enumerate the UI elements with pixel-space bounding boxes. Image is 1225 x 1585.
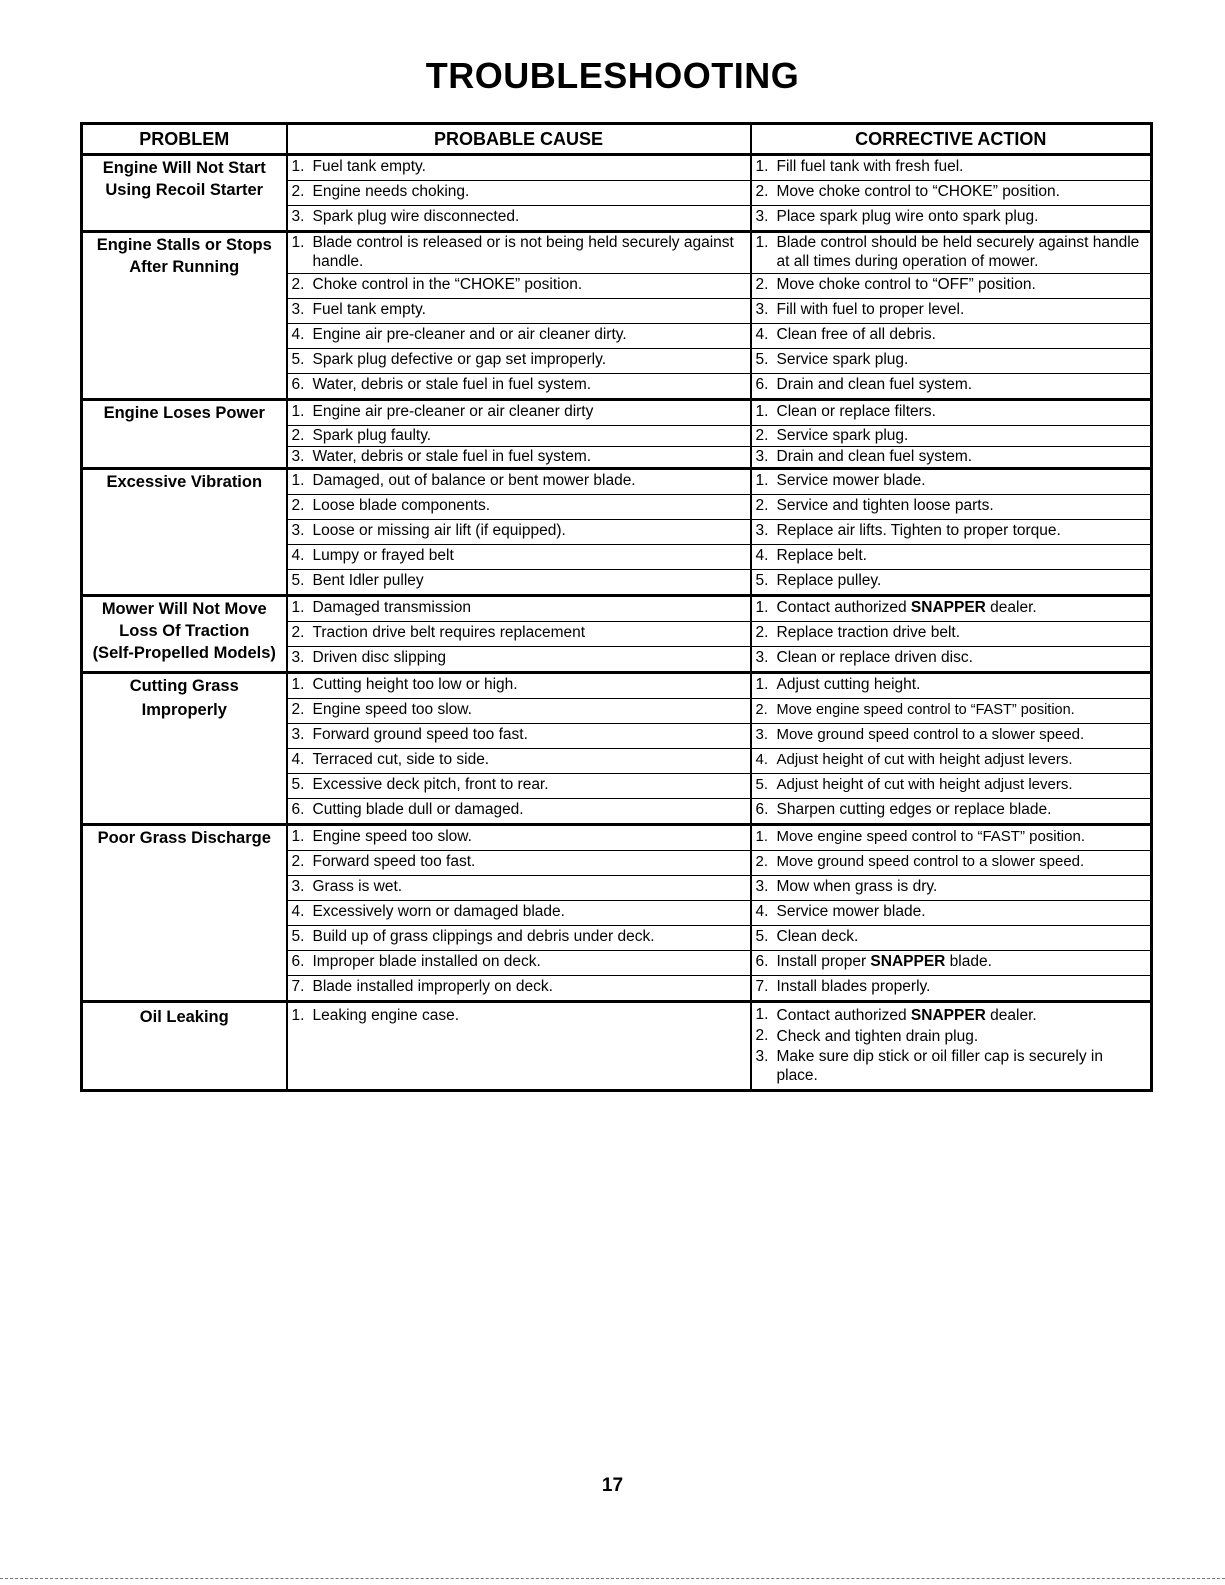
cause-text: Damaged transmission — [312, 599, 472, 616]
cause-cell — [287, 699, 751, 724]
problem-text: (Self-Propelled Models) — [92, 644, 276, 662]
table-row — [82, 155, 1152, 181]
action-number: 1. — [755, 828, 769, 845]
cause-number: 5. — [291, 351, 305, 368]
action-cell — [751, 274, 1152, 299]
cause-cell — [287, 545, 751, 570]
action-cell — [751, 622, 1152, 647]
problem-cell — [82, 400, 287, 469]
action-text: Adjust cutting height. — [776, 676, 921, 693]
action-cell — [751, 876, 1152, 901]
cause-cell — [287, 724, 751, 749]
cause-cell — [287, 901, 751, 926]
action-text: Service spark plug. — [776, 427, 909, 444]
action-cell — [751, 647, 1152, 673]
cause-number: 2. — [291, 624, 305, 641]
action-number: 2. — [755, 853, 769, 870]
cause-number: 1. — [291, 403, 305, 420]
action-number: 6. — [755, 953, 769, 970]
action-header: CORRECTIVE ACTION — [751, 124, 1152, 155]
action-text: Make sure dip stick or oil filler cap is securely in place. — [776, 1048, 1103, 1084]
action-text: Clean or replace filters. — [776, 403, 936, 420]
cause-cell — [287, 673, 751, 699]
action-cell — [751, 901, 1152, 926]
action-text: Replace air lifts. Tighten to proper torque. — [776, 522, 1061, 539]
cause-text: Blade control is released or is not being held securely against handle. — [312, 234, 734, 270]
cause-cell — [287, 1002, 751, 1091]
action-number: 7. — [755, 978, 769, 995]
action-text: Clean deck. — [776, 928, 859, 945]
action-text: Fill fuel tank with fresh fuel. — [776, 158, 964, 175]
action-number: 4. — [755, 326, 769, 343]
action-number: 3. — [755, 522, 769, 539]
action-text-part: Install proper — [776, 953, 871, 970]
action-item — [756, 1026, 1151, 1047]
action-cell — [751, 155, 1152, 181]
cause-text: Spark plug defective or gap set improperly. — [312, 351, 607, 368]
action-cell — [751, 349, 1152, 374]
action-text: Move choke control to “CHOKE” position. — [776, 183, 1060, 200]
cause-cell — [287, 749, 751, 774]
action-text-part: Contact authorized — [776, 599, 911, 616]
action-number: 3. — [755, 1048, 769, 1065]
problem-cell — [82, 596, 287, 673]
cause-number: 1. — [291, 158, 305, 175]
action-text: Adjust height of cut with height adjust levers. — [776, 751, 1073, 768]
cause-cell — [287, 596, 751, 622]
action-cell — [751, 520, 1152, 545]
action-cell — [751, 469, 1152, 495]
action-number: 1. — [755, 1006, 769, 1023]
action-number: 1. — [755, 676, 769, 693]
action-cell — [751, 699, 1152, 724]
action-text: Replace pulley. — [776, 572, 882, 589]
cause-text: Fuel tank empty. — [312, 158, 426, 175]
action-number: 6. — [755, 376, 769, 393]
cause-cell — [287, 799, 751, 825]
cause-number: 2. — [291, 427, 305, 444]
cause-text: Engine air pre-cleaner or air cleaner dirty — [312, 403, 594, 420]
cause-text: Spark plug wire disconnected. — [312, 208, 520, 225]
cause-cell — [287, 426, 751, 447]
action-cell — [751, 495, 1152, 520]
cause-cell — [287, 447, 751, 469]
cause-number: 3. — [291, 649, 305, 666]
problem-cell — [82, 673, 287, 825]
action-number: 2. — [755, 1027, 769, 1044]
cause-cell — [287, 469, 751, 495]
action-cell — [751, 749, 1152, 774]
cause-number: 3. — [291, 522, 305, 539]
cause-number: 1. — [291, 676, 305, 693]
problem-group-engine-loses-power — [82, 400, 1152, 469]
cause-text: Loose blade components. — [312, 497, 491, 514]
action-number: 5. — [755, 928, 769, 945]
action-cell — [751, 426, 1152, 447]
action-text: Replace traction drive belt. — [776, 624, 961, 641]
cause-number: 4. — [291, 751, 305, 768]
cause-number: 3. — [291, 301, 305, 318]
action-number: 3. — [755, 649, 769, 666]
problem-group-engine-stalls — [82, 232, 1152, 400]
brand-name: SNAPPER — [910, 599, 986, 616]
action-text: Check and tighten drain plug. — [776, 1028, 979, 1045]
action-text-part: blade. — [945, 953, 992, 970]
problem-group-poor-grass-discharge — [82, 825, 1152, 1002]
action-number: 2. — [755, 624, 769, 641]
action-number: 5. — [755, 776, 769, 793]
action-cell — [751, 825, 1152, 851]
problem-text: Excessive Vibration — [106, 473, 263, 491]
problem-text: Loss Of Traction — [119, 622, 250, 640]
page-number: 17 — [601, 1475, 624, 1496]
action-text-part: Contact authorized — [776, 1007, 911, 1024]
cause-number: 5. — [291, 572, 305, 589]
cause-number: 6. — [291, 953, 305, 970]
problem-cell — [82, 1002, 287, 1091]
troubleshooting-table — [80, 122, 1153, 1092]
cause-cell — [287, 232, 751, 274]
action-text — [777, 597, 1151, 619]
cause-number: 4. — [291, 903, 305, 920]
cause-cell — [287, 349, 751, 374]
cause-text: Engine speed too slow. — [312, 701, 472, 718]
cause-number: 1. — [291, 599, 305, 616]
problem-text: Engine Stalls or Stops — [96, 236, 272, 254]
action-text: Service spark plug. — [776, 351, 909, 368]
problem-text: Mower Will Not Move — [101, 600, 267, 618]
cause-number: 3. — [291, 878, 305, 895]
action-text: Blade control should be held securely against handle at all times during operation of mower. — [776, 234, 1140, 270]
action-number: 3. — [755, 878, 769, 895]
cause-text: Forward speed too fast. — [312, 853, 476, 870]
problem-text: Poor Grass Discharge — [97, 829, 271, 847]
cause-header: PROBABLE CAUSE — [287, 124, 751, 155]
cause-number: 4. — [291, 547, 305, 564]
cause-number: 3. — [291, 448, 305, 465]
cause-number: 7. — [291, 978, 305, 995]
table-row — [82, 232, 1152, 274]
action-text: Service and tighten loose parts. — [776, 497, 994, 514]
table-row — [82, 825, 1152, 851]
cause-cell — [287, 774, 751, 799]
table-row — [82, 596, 1152, 622]
cause-cell — [287, 206, 751, 232]
action-number: 3. — [755, 448, 769, 465]
problem-cell — [82, 825, 287, 1002]
cause-cell — [287, 926, 751, 951]
action-number: 5. — [755, 351, 769, 368]
action-number: 1. — [755, 403, 769, 420]
action-number: 3. — [755, 301, 769, 318]
cause-number: 2. — [291, 701, 305, 718]
cause-text: Water, debris or stale fuel in fuel system. — [312, 448, 592, 465]
cause-number: 2. — [291, 853, 305, 870]
action-text: Move engine speed control to “FAST” position. — [776, 828, 1085, 845]
cause-cell — [287, 181, 751, 206]
action-text: Service mower blade. — [776, 472, 926, 489]
page-title: TROUBLESHOOTING — [425, 55, 800, 96]
action-cell — [751, 851, 1152, 876]
action-text: Move engine speed control to “FAST” position. — [776, 702, 1075, 718]
action-cell — [751, 299, 1152, 324]
cause-text: Cutting blade dull or damaged. — [312, 801, 524, 818]
cause-cell — [287, 851, 751, 876]
cause-cell — [287, 299, 751, 324]
action-number: 2. — [755, 427, 769, 444]
cause-text: Engine air pre-cleaner and or air cleaner dirty. — [312, 326, 627, 343]
cause-cell — [287, 400, 751, 426]
action-cell — [751, 596, 1152, 622]
action-text: Install blades properly. — [776, 978, 931, 995]
cause-number: 5. — [291, 776, 305, 793]
cause-number: 1. — [291, 234, 305, 251]
action-number: 1. — [755, 234, 769, 251]
action-number: 4. — [755, 903, 769, 920]
action-text: Drain and clean fuel system. — [776, 376, 973, 393]
problem-group-mower-will-not-move — [82, 596, 1152, 673]
action-cell — [751, 181, 1152, 206]
action-text: Adjust height of cut with height adjust levers. — [776, 776, 1073, 793]
brand-name: SNAPPER — [870, 953, 946, 970]
problem-group-oil-leaking — [82, 1002, 1152, 1091]
action-cell — [751, 926, 1152, 951]
action-cell — [751, 799, 1152, 825]
action-number: 1. — [755, 158, 769, 175]
cause-text: Lumpy or frayed belt — [312, 547, 454, 564]
cause-number: 3. — [291, 208, 305, 225]
cause-cell — [287, 155, 751, 181]
problem-text: Using Recoil Starter — [105, 181, 264, 199]
cause-number: 3. — [291, 726, 305, 743]
cause-text: Engine needs choking. — [312, 183, 470, 200]
cause-text: Terraced cut, side to side. — [312, 751, 490, 768]
table-row — [82, 1002, 1152, 1091]
cause-text: Leaking engine case. — [312, 1007, 460, 1024]
cause-number: 4. — [291, 326, 305, 343]
problem-header: PROBLEM — [82, 124, 287, 155]
cause-cell — [287, 647, 751, 673]
cause-cell — [287, 976, 751, 1002]
cause-number: 2. — [291, 497, 305, 514]
action-item — [756, 1047, 1151, 1085]
action-text: Clean free of all debris. — [776, 326, 936, 343]
cause-text: Damaged, out of balance or bent mower blade. — [312, 472, 636, 489]
action-text: Drain and clean fuel system. — [776, 448, 973, 465]
cause-text: Bent Idler pulley — [312, 572, 424, 589]
cause-text: Spark plug faulty. — [312, 427, 432, 444]
action-text-part: dealer. — [985, 1007, 1037, 1024]
cause-cell — [287, 324, 751, 349]
cause-cell — [287, 876, 751, 901]
action-text: Fill with fuel to proper level. — [776, 301, 965, 318]
problem-group-cutting-grass-improperly — [82, 673, 1152, 825]
action-cell — [751, 400, 1152, 426]
action-text: Service mower blade. — [776, 903, 926, 920]
cause-cell — [287, 570, 751, 596]
cause-text: Excessive deck pitch, front to rear. — [312, 776, 549, 793]
cause-text: Engine speed too slow. — [312, 828, 472, 845]
cause-cell — [287, 520, 751, 545]
action-cell — [751, 570, 1152, 596]
cause-cell — [287, 951, 751, 976]
cause-text: Blade installed improperly on deck. — [312, 978, 553, 995]
cause-cell — [287, 622, 751, 647]
action-cell — [751, 673, 1152, 699]
action-text: Move ground speed control to a slower speed. — [776, 726, 1085, 743]
action-number: 1. — [755, 472, 769, 489]
action-cell — [751, 545, 1152, 570]
action-cell — [751, 206, 1152, 232]
cause-text: Cutting height too low or high. — [312, 676, 518, 693]
problem-cell — [82, 155, 287, 232]
problem-text: Cutting Grass — [129, 677, 239, 695]
action-cell — [751, 724, 1152, 749]
action-text: Clean or replace driven disc. — [776, 649, 973, 666]
cause-number: 6. — [291, 801, 305, 818]
action-cell — [751, 232, 1152, 274]
cause-text: Forward ground speed too fast. — [312, 726, 528, 743]
problem-text: Engine Will Not Start — [102, 159, 266, 177]
action-cell — [751, 774, 1152, 799]
cause-number: 1. — [291, 828, 305, 845]
cause-text: Traction drive belt requires replacement — [312, 624, 586, 641]
cause-number: 2. — [291, 183, 305, 200]
action-text — [777, 1005, 1151, 1026]
action-number: 2. — [755, 276, 769, 293]
action-number: 4. — [755, 547, 769, 564]
problem-cell — [82, 232, 287, 400]
cause-number: 5. — [291, 928, 305, 945]
action-number: 3. — [755, 726, 769, 743]
problem-group-excessive-vibration — [82, 469, 1152, 596]
action-text: Mow when grass is dry. — [776, 878, 938, 895]
cause-text: Fuel tank empty. — [312, 301, 426, 318]
action-text: Sharpen cutting edges or replace blade. — [776, 801, 1052, 818]
cause-cell — [287, 374, 751, 400]
action-text: Replace belt. — [776, 547, 867, 564]
cause-number: 1. — [291, 1007, 305, 1024]
action-cell — [751, 976, 1152, 1002]
problem-text: Engine Loses Power — [103, 404, 265, 422]
action-cell — [751, 324, 1152, 349]
action-number: 6. — [755, 801, 769, 818]
action-number: 1. — [755, 599, 769, 616]
action-text: Place spark plug wire onto spark plug. — [776, 208, 1039, 225]
action-cell — [751, 374, 1152, 400]
action-number: 2. — [755, 497, 769, 514]
action-number: 3. — [755, 208, 769, 225]
cause-cell — [287, 825, 751, 851]
problem-group-engine-will-not-start — [82, 155, 1152, 232]
table-row — [82, 469, 1152, 495]
action-text-part: dealer. — [985, 599, 1037, 616]
cause-text: Water, debris or stale fuel in fuel system. — [312, 376, 592, 393]
action-text — [777, 951, 1151, 973]
problem-text: Improperly — [141, 701, 227, 719]
cause-text: Choke control in the “CHOKE” position. — [312, 276, 583, 293]
cause-text: Build up of grass clippings and debris under deck. — [312, 928, 655, 945]
table-row — [82, 400, 1152, 426]
action-text: Move ground speed control to a slower speed. — [776, 853, 1085, 870]
scan-edge-divider — [0, 1578, 1225, 1579]
cause-text: Grass is wet. — [312, 878, 403, 895]
action-cell — [751, 447, 1152, 469]
action-number: 2. — [755, 183, 769, 200]
cause-text: Excessively worn or damaged blade. — [312, 903, 565, 920]
table-row — [82, 673, 1152, 699]
cause-text: Loose or missing air lift (if equipped). — [312, 522, 566, 539]
action-item — [756, 1005, 1151, 1026]
action-number: 5. — [755, 572, 769, 589]
cause-text: Improper blade installed on deck. — [312, 953, 541, 970]
action-cell — [751, 1002, 1152, 1091]
cause-text: Driven disc slipping — [312, 649, 447, 666]
cause-number: 1. — [291, 472, 305, 489]
problem-cell — [82, 469, 287, 596]
header-row — [82, 124, 1152, 155]
brand-name: SNAPPER — [910, 1007, 986, 1024]
cause-cell — [287, 274, 751, 299]
problem-text: After Running — [129, 258, 240, 276]
cause-number: 2. — [291, 276, 305, 293]
action-text: Move choke control to “OFF” position. — [776, 276, 1036, 293]
action-number: 2. — [755, 702, 768, 718]
cause-number: 6. — [291, 376, 305, 393]
action-number: 4. — [755, 751, 769, 768]
cause-cell — [287, 495, 751, 520]
action-cell — [751, 951, 1152, 976]
problem-text: Oil Leaking — [139, 1008, 229, 1026]
